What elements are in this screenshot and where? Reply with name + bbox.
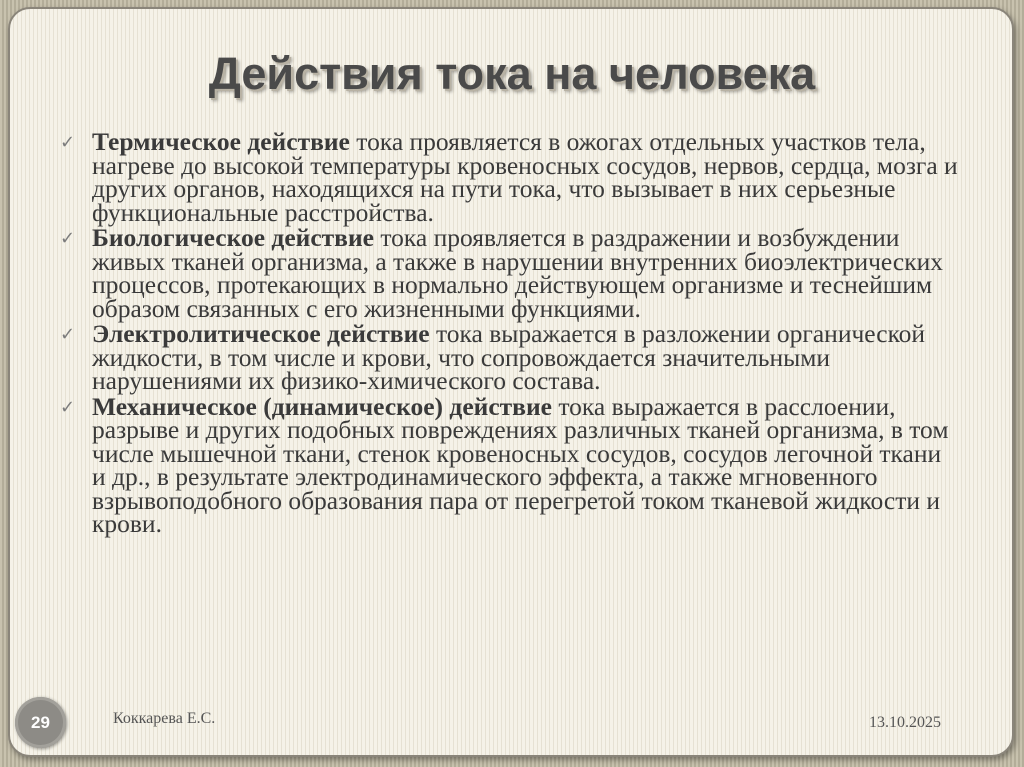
list-item (60, 223, 960, 323)
check-mark-icon: ✓ (60, 396, 76, 418)
check-mark-icon: ✓ (60, 132, 76, 153)
item-term: Термическое действие (92, 127, 350, 156)
item-text: тока проявляется в раздражении и возбуждении живых тканей организма, а также в нарушении внутренних биоэлектрических процессов, протекающих в нормально действующем организме и теснейшим образом связанных с его жизненными функциями. (92, 223, 943, 323)
item-term: Биологическое действие (92, 223, 374, 252)
list-item (60, 391, 960, 538)
check-mark-icon: ✓ (60, 324, 76, 345)
list-item (60, 319, 960, 395)
item-term: Механическое (динамическое) действие (92, 391, 552, 421)
item-text: тока выражается в разложении органической жидкости, в том числе и крови, что сопровождается значительными нарушениями их физико-химического состава. (92, 319, 926, 395)
slide-date: 13.10.2025 (869, 714, 941, 731)
item-term: Электролитическое действие (92, 319, 430, 348)
bullet-list (60, 127, 960, 538)
item-text: тока выражается в расслоении, разрыве и других подобных повреждениях различных тканей организма, в том числе мышечной ткани, стенок кровеносных сосудов, сосудов легочной ткани и др., в результате электродинамического эффекта, а также мгновенного взрывоподобного образования пара от перегретой током тканевой жидкости и крови. (92, 391, 949, 538)
item-text: тока проявляется в ожогах отдельных участков тела, нагреве до высокой температуры кровеносных сосудов, нервов, сердца, мозга и других органов, находящихся на пути тока, что вызывает в них серьезные функциональные расстройства. (92, 127, 958, 227)
list-item (60, 127, 960, 227)
slide-title: Действия тока на человека (208, 48, 816, 99)
author-name: Коккарева Е.С. (113, 710, 216, 727)
check-mark-icon: ✓ (60, 228, 76, 249)
page-number-badge: 29 (15, 697, 66, 748)
